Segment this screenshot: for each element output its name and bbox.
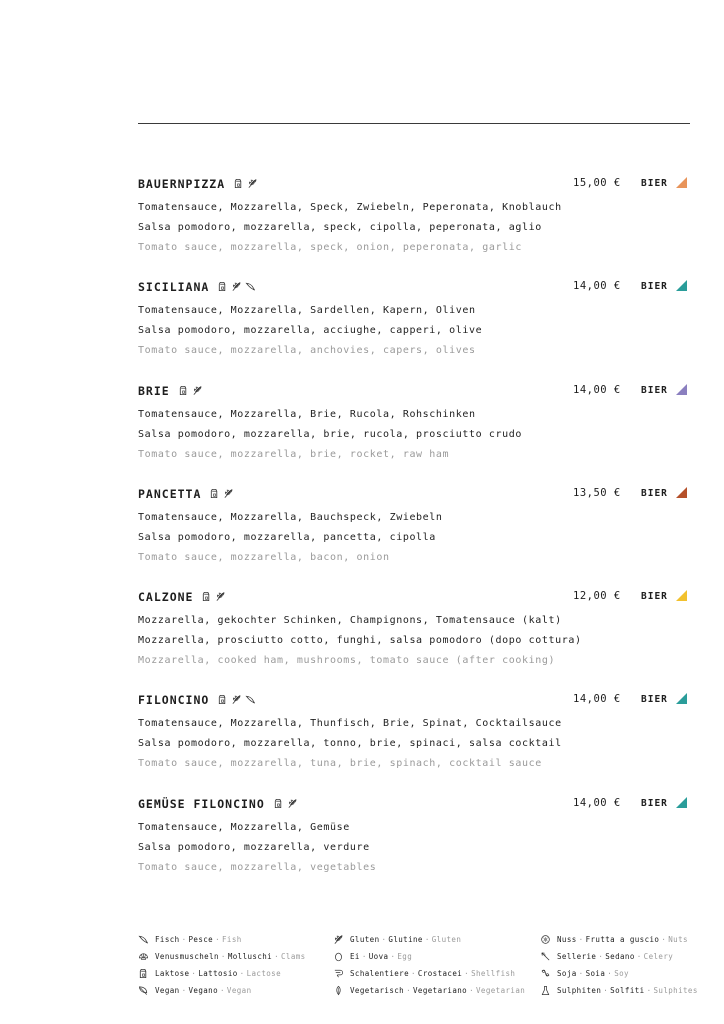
legend-label-german: Sellerie <box>557 952 597 961</box>
legend-label-english: Gluten <box>431 935 462 944</box>
legend-label-italian: Sedano <box>605 952 635 961</box>
lactose-icon <box>217 281 228 292</box>
price: 14,00 € <box>573 383 621 396</box>
legend-entry <box>138 931 306 948</box>
legend-column <box>540 931 698 999</box>
legend-label-english: Nuts <box>668 935 688 944</box>
legend-entry <box>333 931 525 948</box>
beer-color-triangle-icon <box>676 177 687 188</box>
fish-icon <box>138 934 149 945</box>
pizza-name-text: GEMÜSE FILONCINO <box>138 796 265 811</box>
menu-item <box>138 379 690 482</box>
separator-dot: · <box>578 969 584 978</box>
legend-label-german: Schalentiere <box>350 969 409 978</box>
legend-label-english: Clams <box>281 952 306 961</box>
separator-dot: · <box>381 935 387 944</box>
gluten-icon <box>231 694 242 705</box>
gluten-icon <box>333 934 344 945</box>
separator-dot: · <box>607 969 613 978</box>
description-english: Mozzarella, cooked ham, mushrooms, tomato sauce (after cooking) <box>138 655 556 667</box>
separator-dot: · <box>181 986 187 995</box>
pizza-name-text: PANCETTA <box>138 486 202 501</box>
beer-pairing-label: BIER <box>641 178 668 189</box>
pizza-name-text: CALZONE <box>138 590 194 605</box>
legend-label-english: Soy <box>614 969 629 978</box>
beer-pairing-label: BIER <box>641 281 668 293</box>
gluten-icon <box>231 281 242 292</box>
soy-icon <box>540 968 551 979</box>
lactose-icon <box>178 385 189 396</box>
legend-label-german: Laktose <box>155 969 190 978</box>
legend-label-german: Venusmuscheln <box>155 952 219 961</box>
legend-label-italian: Vegetariano <box>413 986 468 995</box>
pizza-name <box>138 384 203 398</box>
legend-entry <box>333 965 525 982</box>
legend-column <box>333 931 525 999</box>
menu-item-header <box>138 487 690 501</box>
legend-label-italian: Solfiti <box>610 986 645 995</box>
beer-pairing-label: BIER <box>641 487 668 499</box>
gluten-icon <box>192 385 203 396</box>
gluten-icon <box>287 798 298 809</box>
description-italian: Salsa pomodoro, mozzarella, acciughe, capperi, olive <box>138 325 483 337</box>
beer-color-triangle-icon <box>676 590 687 601</box>
legend-column <box>138 931 306 999</box>
separator-dot: · <box>390 952 396 961</box>
description-english: Tomato sauce, mozzarella, tuna, brie, spinach, cocktail sauce <box>138 758 542 770</box>
legend-label-german: Vegan <box>155 986 180 995</box>
pizza-name <box>138 693 256 707</box>
lactose-icon <box>138 968 149 979</box>
separator-dot: · <box>406 986 411 995</box>
legend-label-english: Fish <box>222 935 242 944</box>
gluten-icon <box>215 591 226 602</box>
legend-label-italian: Uova <box>368 952 389 961</box>
allergen-icons <box>217 281 256 292</box>
legend-label-english: Celery <box>643 952 674 961</box>
sulphite-icon <box>540 985 551 996</box>
allergen-icons <box>273 798 298 809</box>
beer-color-triangle-icon <box>676 384 687 395</box>
separator-dot: · <box>603 986 609 995</box>
lactose-icon <box>233 178 244 189</box>
description-italian: Salsa pomodoro, mozzarella, tonno, brie, spinaci, salsa cocktail <box>138 738 562 750</box>
legend-label-italian: Frutta a guscio <box>585 935 660 944</box>
price: 14,00 € <box>573 280 621 293</box>
description-english: Tomato sauce, mozzarella, vegetables <box>138 861 377 873</box>
separator-dot: · <box>274 952 279 961</box>
menu-item-header <box>138 280 690 294</box>
description-italian: Salsa pomodoro, mozzarella, speck, cipolla, peperonata, aglio <box>138 222 542 233</box>
vegan-icon <box>138 985 149 996</box>
beer-pairing-label: BIER <box>641 591 668 603</box>
description-italian: Salsa pomodoro, mozzarella, brie, rucola, prosciutto crudo <box>138 428 522 440</box>
menu-item <box>138 275 690 378</box>
description-german: Tomatensauce, Mozzarella, Thunfisch, Brie, Spinat, Cocktailsauce <box>138 718 562 730</box>
legend-label-german: Vegetarisch <box>350 986 405 995</box>
allergen-icons <box>201 591 226 602</box>
pizza-name <box>138 280 256 294</box>
legend-label-italian: Pesce <box>188 935 214 944</box>
allergen-icons <box>178 385 203 396</box>
legend-label-german: Soja <box>557 969 577 978</box>
pizza-name-text: BAUERNPIZZA <box>138 177 226 191</box>
gluten-icon <box>223 488 234 499</box>
egg-icon <box>333 951 344 962</box>
menu-item <box>138 482 690 585</box>
menu-item-header <box>138 590 690 604</box>
lactose-icon <box>217 694 228 705</box>
separator-dot: · <box>411 969 416 978</box>
allergen-icons <box>233 178 258 189</box>
legend-entry <box>138 948 306 965</box>
description-italian: Salsa pomodoro, mozzarella, verdure <box>138 841 370 853</box>
beer-color-triangle-icon <box>676 693 687 704</box>
separator-dot: · <box>239 969 245 978</box>
legend-label-english: Vegan <box>226 986 252 995</box>
legend-label-german: Fisch <box>155 935 180 944</box>
menu-item <box>138 688 690 791</box>
separator-dot: · <box>469 986 474 995</box>
legend-entry <box>333 982 525 999</box>
legend-entry <box>138 982 306 999</box>
separator-dot: · <box>424 935 430 944</box>
description-english: Tomato sauce, mozzarella, speck, onion, peperonata, garlic <box>138 242 522 253</box>
legend-label-italian: Lattosio <box>198 969 238 978</box>
legend-label-german: Ei <box>350 952 360 961</box>
separator-dot: · <box>646 986 652 995</box>
legend-label-english: Vegetarian <box>476 986 526 995</box>
pizza-name-text: FILONCINO <box>138 693 210 708</box>
gluten-icon <box>247 178 258 189</box>
legend-label-english: Lactose <box>246 969 282 978</box>
separator-dot: · <box>215 935 220 944</box>
legend-entry <box>540 948 698 965</box>
price: 12,00 € <box>573 590 621 603</box>
allergen-icons <box>217 694 256 705</box>
legend-label-german: Nuss <box>557 935 577 944</box>
vegetarian-icon <box>333 985 344 996</box>
beer-pairing-label: BIER <box>641 797 668 809</box>
beer-color-triangle-icon <box>676 487 687 498</box>
separator-dot: · <box>220 952 226 961</box>
pizza-name <box>138 797 298 811</box>
legend-entry <box>540 931 698 948</box>
allergen-icons <box>209 488 234 499</box>
menu-item <box>138 585 690 688</box>
description-german: Tomatensauce, Mozzarella, Brie, Rucola, Rohschinken <box>138 408 476 420</box>
separator-dot: · <box>220 986 225 995</box>
separator-dot: · <box>181 935 187 944</box>
description-german: Tomatensauce, Mozzarella, Bauchspeck, Zwiebeln <box>138 511 443 523</box>
price: 14,00 € <box>573 693 621 706</box>
legend-label-italian: Molluschi <box>227 952 273 961</box>
price: 14,00 € <box>573 796 621 809</box>
pizza-name-text: BRIE <box>138 383 170 398</box>
pizza-name <box>138 487 234 501</box>
lactose-icon <box>201 591 212 602</box>
legend-label-italian: Crostacei <box>417 969 463 978</box>
menu-item-header <box>138 384 690 398</box>
beer-pairing-label: BIER <box>641 384 668 396</box>
beer-color-triangle-icon <box>676 280 687 291</box>
celery-icon <box>540 951 551 962</box>
separator-dot: · <box>661 935 667 944</box>
legend-label-italian: Soia <box>585 969 606 978</box>
legend-label-italian: Glutine <box>388 935 423 944</box>
separator-dot: · <box>636 952 642 961</box>
lactose-icon <box>209 488 220 499</box>
fish-icon <box>245 694 256 705</box>
price: 13,50 € <box>573 486 621 499</box>
description-italian: Mozzarella, prosciutto cotto, funghi, salsa pomodoro (dopo cottura) <box>138 635 582 647</box>
legend-label-english: Shellfish <box>471 969 516 978</box>
legend-entry <box>333 948 525 965</box>
legend-entry <box>540 965 698 982</box>
fish-icon <box>245 281 256 292</box>
menu-item <box>138 792 690 895</box>
legend-label-german: Gluten <box>350 935 380 944</box>
description-english: Tomato sauce, mozzarella, bacon, onion <box>138 551 390 563</box>
separator-dot: · <box>464 969 470 978</box>
description-english: Tomato sauce, mozzarella, brie, rocket, raw ham <box>138 448 450 460</box>
description-english: Tomato sauce, mozzarella, anchovies, capers, olives <box>138 345 476 357</box>
pizza-menu <box>138 172 690 895</box>
legend-label-english: Egg <box>397 952 413 961</box>
separator-dot: · <box>598 952 604 961</box>
description-german: Tomatensauce, Mozzarella, Sardellen, Kapern, Oliven <box>138 305 476 317</box>
separator-dot: · <box>191 969 197 978</box>
menu-item <box>138 172 690 275</box>
pizza-name <box>138 177 258 191</box>
description-italian: Salsa pomodoro, mozzarella, pancetta, cipolla <box>138 531 436 543</box>
pizza-name <box>138 590 226 604</box>
lactose-icon <box>273 798 284 809</box>
description-german: Tomatensauce, Mozzarella, Gemüse <box>138 821 350 833</box>
legend-label-english: Sulphites <box>653 986 698 995</box>
clam-icon <box>138 951 149 962</box>
nut-icon <box>540 934 551 945</box>
separator-dot: · <box>361 952 367 961</box>
beer-pairing-label: BIER <box>641 694 668 706</box>
menu-item-header <box>138 693 690 707</box>
legend-label-italian: Vegano <box>188 986 218 995</box>
shellfish-icon <box>333 968 344 979</box>
description-german: Tomatensauce, Mozzarella, Speck, Zwiebeln, Peperonata, Knoblauch <box>138 202 562 213</box>
top-divider <box>138 123 690 124</box>
menu-item-header <box>138 797 690 811</box>
price: 15,00 € <box>573 177 621 189</box>
legend-entry <box>540 982 698 999</box>
pizza-name-text: SICILIANA <box>138 280 210 295</box>
description-german: Mozzarella, gekochter Schinken, Champignons, Tomatensauce (kalt) <box>138 615 562 627</box>
legend-entry <box>138 965 306 982</box>
legend-label-german: Sulphiten <box>557 986 602 995</box>
menu-item-header <box>138 177 690 191</box>
beer-color-triangle-icon <box>676 797 687 808</box>
separator-dot: · <box>578 935 584 944</box>
